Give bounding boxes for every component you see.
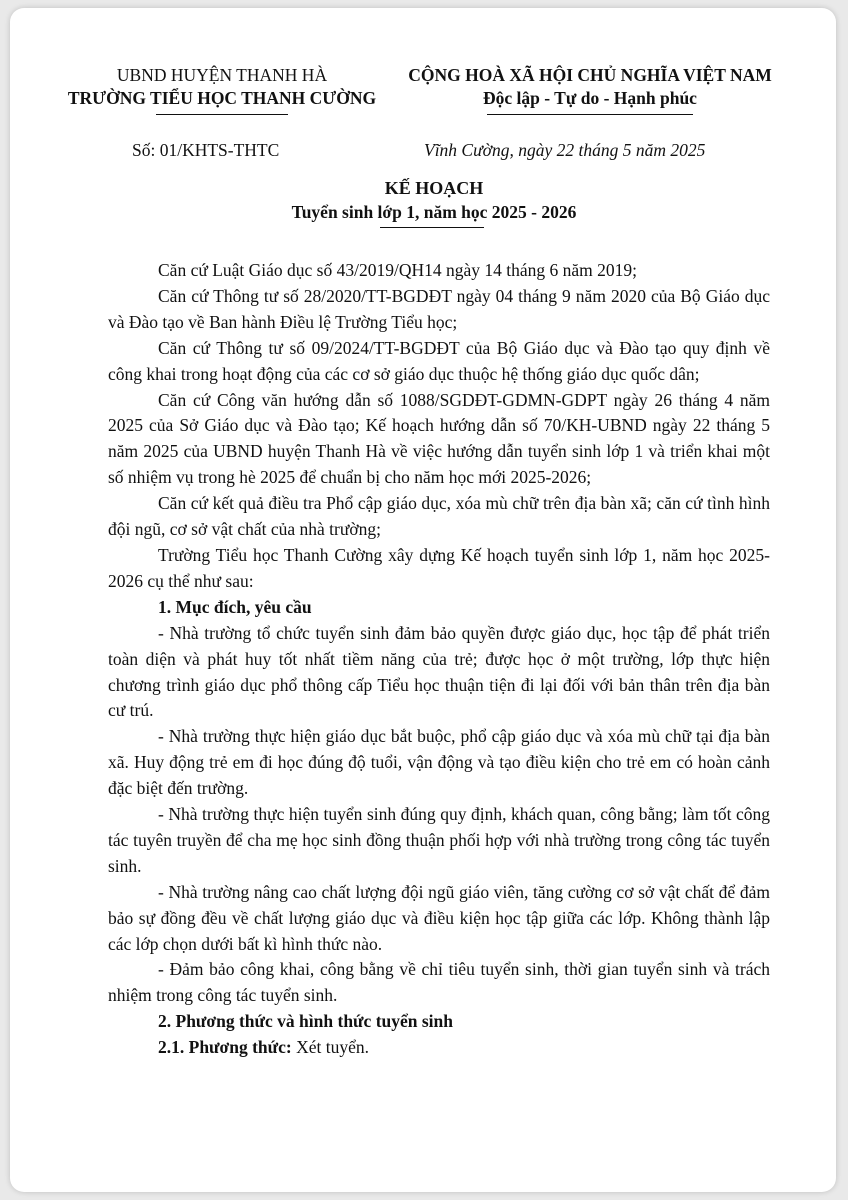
national-heading [390, 64, 790, 110]
section-heading: 1. Mục đích, yêu cầu [158, 596, 312, 617]
paragraph: - Nhà trường tổ chức tuyển sinh đảm bảo quyền được giáo dục, học tập để phát triển toàn diện và phát huy tốt nhất tiềm năng của trẻ; được học ở một trường, lớp thực hiện chương trình giáo dục phổ thông cấp Tiểu học thuận tiện đi lại đối với bản thân trên địa bàn cư trú. [108, 622, 770, 721]
issuer-underline [156, 114, 288, 115]
issuer-block [54, 64, 390, 110]
paragraph: - Nhà trường nâng cao chất lượng đội ngũ giáo viên, tăng cường cơ sở vật chất để đảm bảo sự đồng đều về chất lượng giáo dục và điều kiện học tập giữa các lớp. Không thành lập các lớp chọn dưới bất kì hình thức nào. [108, 881, 770, 954]
paragraph: Căn cứ kết quả điều tra Phổ cập giáo dục, xóa mù chữ trên địa bàn xã; căn cứ tình hình đội ngũ, cơ sở vật chất của nhà trường; [108, 493, 770, 540]
paragraph: - Đảm bảo công khai, công bằng về chỉ tiêu tuyển sinh, thời gian tuyển sinh và trách nhiệm trong công tác tuyển sinh. [108, 959, 770, 1006]
section-heading: 2. Phương thức và hình thức tuyển sinh [158, 1011, 454, 1032]
paragraph: - Nhà trường thực hiện giáo dục bắt buộc, phổ cập giáo dục và xóa mù chữ tại địa bàn xã. Huy động trẻ em đi học đúng độ tuổi, vận động và tạo điều kiện cho trẻ em có hoàn cảnh đặc biệt đến trường. [108, 726, 770, 799]
national-motto: Độc lập - Tự do - Hạnh phúc [483, 88, 697, 108]
nation-name: CỘNG HOÀ XÃ HỘI CHỦ NGHĨA VIỆT NAM [408, 65, 772, 85]
paragraph: Căn cứ Luật Giáo dục số 43/2019/QH14 ngày 14 tháng 6 năm 2019; [158, 260, 637, 280]
paragraph: Căn cứ Thông tư số 09/2024/TT-BGDĐT của Bộ Giáo dục và Đào tạo quy định về công khai trong hoạt động của các cơ sở giáo dục thuộc hệ thống giáo dục quốc dân; [108, 337, 770, 384]
motto-underline [487, 114, 693, 115]
issuer-org: UBND HUYỆN THANH HÀ [116, 65, 328, 85]
title-underline [380, 227, 484, 228]
issuer-school: TRƯỜNG TIỂU HỌC THANH CƯỜNG [67, 88, 377, 108]
paragraph: Căn cứ Công văn hướng dẫn số 1088/SGDĐT-GDMN-GDPT ngày 26 tháng 4 năm 2025 của Sở Giáo dục và Đào tạo; Kế hoạch hướng dẫn số 70/KH-UBND ngày 22 tháng 5 năm 2025 của UBND huyện Thanh Hà về việc hướng dẫn tuyển sinh lớp 1 và triển khai một số nhiệm vụ trong hè 2025 để chuẩn bị cho năm học mới 2025-2026; [108, 389, 770, 488]
paragraph: Căn cứ Thông tư số 28/2020/TT-BGDĐT ngày 04 tháng 9 năm 2020 của Bộ Giáo dục và Đào tạo về Ban hành Điều lệ Trường Tiểu học; [108, 285, 770, 332]
document-body [108, 258, 770, 1061]
document-title: KẾ HOẠCH [384, 178, 484, 198]
subsection-value: Xét tuyển. [291, 1037, 370, 1058]
document-date: Vĩnh Cường, ngày 22 tháng 5 năm 2025 [424, 140, 706, 160]
subsection-label: 2.1. Phương thức: [158, 1037, 292, 1058]
paragraph: - Nhà trường thực hiện tuyển sinh đúng quy định, khách quan, công bằng; làm tốt công tác tuyên truyền để cha mẹ học sinh đồng thuận phối hợp với nhà trường trong công tác tuyển sinh. [108, 804, 770, 876]
subsection [108, 1035, 770, 1061]
document-number: Số: 01/KHTS-THTC [132, 140, 280, 160]
paragraph: Trường Tiểu học Thanh Cường xây dựng Kế hoạch tuyển sinh lớp 1, năm học 2025- 2026 cụ thể như sau: [108, 544, 770, 591]
document-subtitle: Tuyển sinh lớp 1, năm học 2025 - 2026 [291, 202, 577, 222]
